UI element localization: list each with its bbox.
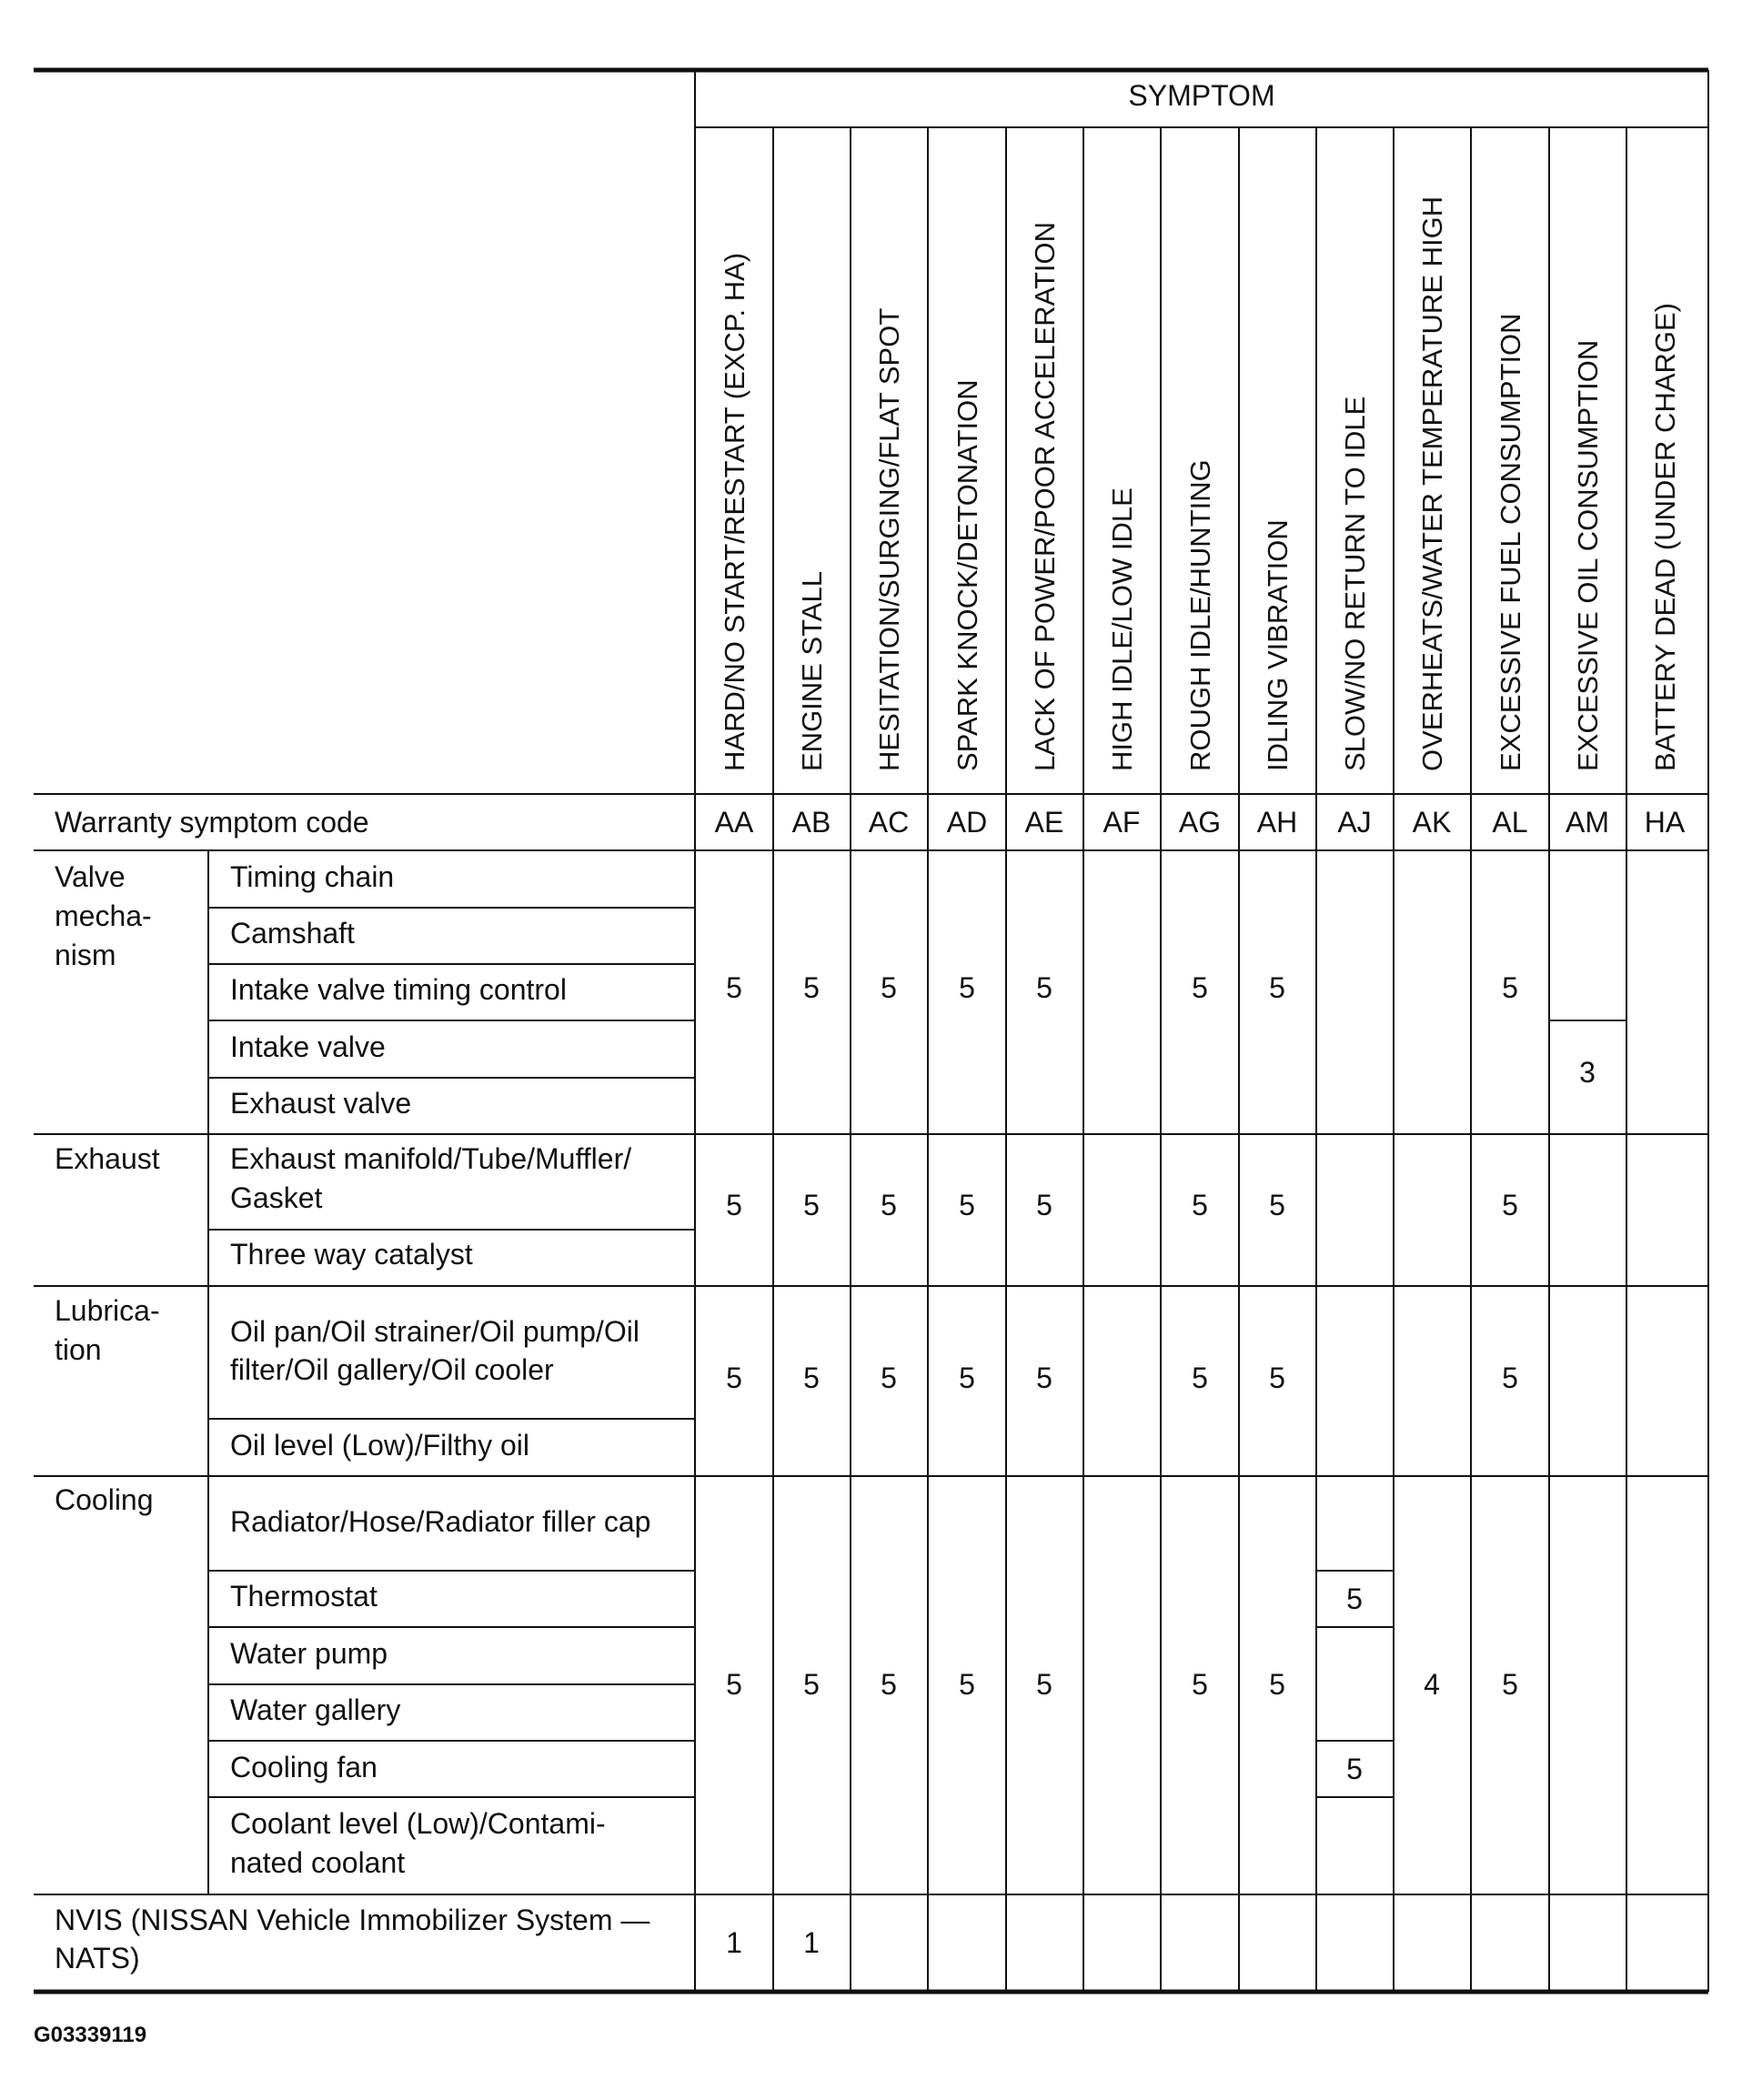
code-aj: AJ — [1337, 806, 1372, 839]
value-cell: 5 — [1192, 1189, 1208, 1221]
col-header-ag: ROUGH IDLE/HUNTING — [1184, 459, 1216, 771]
col-header-am: EXCESSIVE OIL CONSUMPTION — [1572, 339, 1604, 771]
item-label: nated coolant — [230, 1846, 406, 1879]
group-valve-mechanism — [55, 860, 1596, 1120]
value-cell: 5 — [1269, 1668, 1285, 1701]
code-ha: HA — [1644, 806, 1686, 839]
value-cell: 5 — [959, 1189, 975, 1221]
value-cell: 5 — [1036, 1189, 1052, 1221]
value-cell: 5 — [726, 1189, 742, 1221]
value-cell: 5 — [1502, 971, 1518, 1004]
value-cell: 5 — [1192, 971, 1208, 1004]
code-ab: AB — [791, 806, 831, 839]
value-cell: 5 — [1192, 1361, 1208, 1394]
value-cell: 5 — [726, 1361, 742, 1394]
item-label: Intake valve timing control — [230, 973, 567, 1006]
value-cell: 5 — [1269, 971, 1285, 1004]
value-cell: 5 — [881, 971, 897, 1004]
item-label: Camshaft — [230, 917, 355, 950]
group-label: Exhaust — [55, 1142, 160, 1175]
item-label: Oil pan/Oil strainer/Oil pump/Oil — [230, 1315, 639, 1348]
item-label: Coolant level (Low)/Contami- — [230, 1807, 606, 1840]
group-label: NATS) — [55, 1942, 140, 1974]
value-cell: 5 — [959, 1361, 975, 1394]
group-lubrication — [55, 1294, 1518, 1462]
code-ad: AD — [946, 806, 988, 839]
value-cell: 5 — [881, 1361, 897, 1394]
col-header-ak: OVERHEATS/WATER TEMPERATURE HIGH — [1416, 196, 1448, 771]
group-exhaust — [55, 1142, 1518, 1271]
col-header-ae: LACK OF POWER/POOR ACCELERATION — [1029, 221, 1061, 771]
code-af: AF — [1103, 806, 1141, 839]
item-label: Oil level (Low)/Filthy oil — [230, 1429, 529, 1462]
col-header-af: HIGH IDLE/LOW IDLE — [1106, 487, 1138, 771]
value-cell: 5 — [1036, 1361, 1052, 1394]
row-nvis — [55, 1904, 820, 1974]
code-al: AL — [1492, 806, 1528, 839]
item-label: Radiator/Hose/Radiator filler cap — [230, 1505, 651, 1538]
value-cell: 5 — [881, 1189, 897, 1221]
value-cell: 5 — [1346, 1583, 1363, 1615]
figure-reference: G03339119 — [34, 2023, 147, 2047]
group-label: NVIS (NISSAN Vehicle Immobilizer System — — [55, 1904, 650, 1936]
item-label: Gasket — [230, 1181, 323, 1214]
symptom-header: SYMPTOM — [1128, 79, 1275, 112]
col-header-aa: HARD/NO START/RESTART (EXCP. HA) — [719, 252, 750, 771]
item-label: Cooling fan — [230, 1751, 378, 1783]
value-cell: 5 — [803, 1361, 820, 1394]
value-cell: 5 — [1269, 1189, 1285, 1221]
group-cooling — [55, 1483, 1518, 1879]
item-label: Water gallery — [230, 1693, 401, 1726]
item-label: Exhaust valve — [230, 1087, 412, 1120]
value-cell: 5 — [881, 1668, 897, 1701]
value-cell: 3 — [1579, 1056, 1596, 1089]
code-ae: AE — [1024, 806, 1064, 839]
code-ac: AC — [868, 806, 910, 839]
code-row-label: Warranty symptom code — [55, 806, 369, 839]
col-header-ah: IDLING VIBRATION — [1262, 519, 1294, 771]
value-cell: 5 — [1269, 1361, 1285, 1394]
value-cell: 5 — [1502, 1668, 1518, 1701]
value-cell: 5 — [1036, 971, 1052, 1004]
value-cell: 5 — [1502, 1361, 1518, 1394]
value-cell: 1 — [803, 1926, 820, 1959]
item-label: Three way catalyst — [230, 1238, 473, 1271]
value-cell: 4 — [1424, 1668, 1440, 1701]
col-header-aj: SLOW/NO RETURN TO IDLE — [1339, 396, 1371, 771]
value-cell: 5 — [959, 1668, 975, 1701]
symptom-column-headers — [719, 196, 1681, 771]
col-header-ha: BATTERY DEAD (UNDER CHARGE) — [1649, 302, 1681, 771]
value-cell: 5 — [803, 1668, 820, 1701]
symptom-code-row — [715, 806, 1686, 839]
code-aa: AA — [714, 806, 754, 839]
value-cell: 5 — [959, 971, 975, 1004]
value-cell: 5 — [803, 971, 820, 1004]
item-label: Timing chain — [230, 860, 395, 893]
group-label: tion — [55, 1333, 102, 1366]
group-label: Valve — [55, 860, 126, 893]
col-header-ac: HESITATION/SURGING/FLAT SPOT — [873, 307, 905, 771]
item-label: Exhaust manifold/Tube/Muffler/ — [230, 1142, 632, 1175]
group-label: nism — [55, 939, 116, 971]
item-label: filter/Oil gallery/Oil cooler — [230, 1353, 554, 1386]
col-header-ab: ENGINE STALL — [796, 571, 828, 771]
value-cell: 1 — [726, 1926, 742, 1959]
code-ak: AK — [1412, 806, 1452, 839]
group-label: mecha- — [55, 899, 152, 932]
value-cell: 5 — [726, 1668, 742, 1701]
item-label: Water pump — [230, 1637, 388, 1670]
code-am: AM — [1566, 806, 1609, 839]
value-cell: 5 — [1036, 1668, 1052, 1701]
col-header-al: EXCESSIVE FUEL CONSUMPTION — [1495, 313, 1526, 771]
value-cell: 5 — [1192, 1668, 1208, 1701]
code-ag: AG — [1178, 806, 1222, 839]
group-label: Lubrica- — [55, 1294, 160, 1327]
group-label: Cooling — [55, 1483, 154, 1516]
value-cell: 5 — [803, 1189, 820, 1221]
col-header-ad: SPARK KNOCK/DETONATION — [952, 379, 983, 771]
value-cell: 5 — [1346, 1753, 1363, 1785]
code-ah: AH — [1256, 806, 1298, 839]
item-label: Thermostat — [230, 1580, 378, 1613]
value-cell: 5 — [1502, 1189, 1518, 1221]
item-label: Intake valve — [230, 1030, 386, 1063]
value-cell: 5 — [726, 971, 742, 1004]
